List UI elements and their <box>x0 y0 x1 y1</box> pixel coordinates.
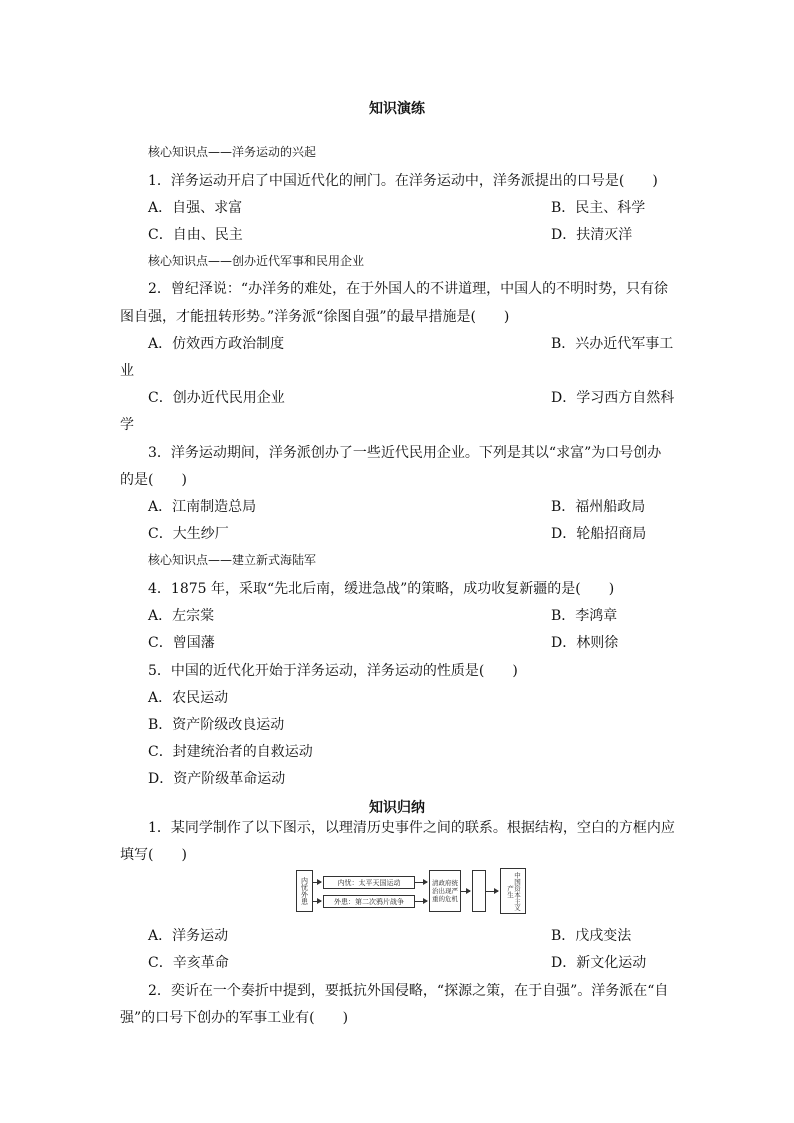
question-2-option-d: D．学习西方自然科 <box>551 390 675 406</box>
question-5-option-d: D．资产阶级革命运动 <box>148 771 286 787</box>
diagram-arrow <box>313 882 321 883</box>
question-3-option-d: D．轮船招商局 <box>551 526 647 542</box>
diagram-blank-box <box>472 870 486 912</box>
section-title-summary: 知识归纳 <box>369 800 425 816</box>
summary-question-1-option-b: B．戊戌变法 <box>551 928 632 944</box>
diagram-box-second-opium-war: 外患：第二次鸦片战争 <box>323 895 415 908</box>
question-2-option-a: A．仿效西方政治制度 <box>148 336 285 352</box>
question-5-option-a: A．农民运动 <box>148 690 229 706</box>
question-5-option-c: C．封建统治者的自救运动 <box>148 744 313 760</box>
question-3-option-a: A．江南制造总局 <box>148 499 257 515</box>
summary-question-2-stem-line1: 2．奕䜣在一个奏折中提到，要抵抗外国侵略，“探源之策，在于自强”。洋务派在“自 <box>148 983 669 999</box>
question-2-stem-line2: 图自强，才能扭转形势。”洋务派“徐图自强”的最早措施是( ) <box>120 309 510 325</box>
diagram-arrow <box>486 891 498 892</box>
diagram-arrow <box>415 882 427 883</box>
diagram-box-capitalism-emerges: 中国资本主义产生 <box>500 868 526 914</box>
question-1-option-d: D．扶清灭洋 <box>551 227 633 243</box>
summary-question-2-stem-line2: 强”的口号下创办的军事工业有( ) <box>120 1010 349 1026</box>
question-5-option-b: B．资产阶级改良运动 <box>148 717 285 733</box>
summary-question-1-option-a: A．洋务运动 <box>148 928 229 944</box>
question-4-option-b: B．李鸿章 <box>551 608 618 624</box>
diagram-box-taiping-movement: 内忧：太平天国运动 <box>323 876 415 889</box>
question-2-option-b: B．兴办近代军事工 <box>551 336 674 352</box>
question-1-option-a: A．自强、求富 <box>148 200 243 216</box>
diagram-box-qing-crisis: 清政府统治出现严重的危机 <box>429 870 461 912</box>
history-flow-diagram <box>296 868 528 914</box>
question-4-option-c: C．曾国藩 <box>148 635 215 651</box>
question-3-option-b: B．福州船政局 <box>551 499 646 515</box>
diagram-arrow <box>313 901 321 902</box>
core-point-heading-3: 核心知识点——建立新式海陆军 <box>148 553 317 567</box>
question-3-stem-line1: 3．洋务运动期间，洋务派创办了一些近代民用企业。下列是其以“求富”为口号创办 <box>148 445 662 461</box>
diagram-box-internal-external-troubles: 内忧外患 <box>296 870 313 912</box>
summary-question-1-stem-line2: 填写( ) <box>120 847 187 863</box>
question-2-option-d-continued: 学 <box>120 417 134 433</box>
question-4-option-a: A．左宗棠 <box>148 608 215 624</box>
diagram-arrow <box>461 891 470 892</box>
section-title-practice: 知识演练 <box>369 101 425 117</box>
diagram-arrow <box>415 901 427 902</box>
question-2-option-c: C．创办近代民用企业 <box>148 390 285 406</box>
question-1-option-c: C．自由、民主 <box>148 227 243 243</box>
question-3-option-c: C．大生纱厂 <box>148 526 229 542</box>
question-2-stem-line1: 2．曾纪泽说：“办洋务的难处，在于外国人的不讲道理，中国人的不明时势，只有徐 <box>148 281 669 297</box>
question-1-stem: 1．洋务运动开启了中国近代化的闸门。在洋务运动中，洋务派提出的口号是( ) <box>148 173 658 189</box>
question-3-stem-line2: 的是( ) <box>120 472 187 488</box>
summary-question-1-option-c: C．辛亥革命 <box>148 955 229 971</box>
question-1-option-b: B．民主、科学 <box>551 200 646 216</box>
question-5-stem: 5．中国的近代化开始于洋务运动，洋务运动的性质是( ) <box>148 663 518 679</box>
core-point-heading-2: 核心知识点——创办近代军事和民用企业 <box>148 254 365 268</box>
core-point-heading-1: 核心知识点——洋务运动的兴起 <box>148 145 317 159</box>
summary-question-1-stem-line1: 1．某同学制作了以下图示，以理清历史事件之间的联系。根据结构，空白的方框内应 <box>148 820 675 836</box>
question-4-stem: 4．1875 年，采取“先北后南，缓进急战”的策略，成功收复新疆的是( ) <box>148 581 615 597</box>
question-2-option-b-continued: 业 <box>120 363 134 379</box>
question-4-option-d: D．林则徐 <box>551 635 619 651</box>
summary-question-1-option-d: D．新文化运动 <box>551 955 647 971</box>
